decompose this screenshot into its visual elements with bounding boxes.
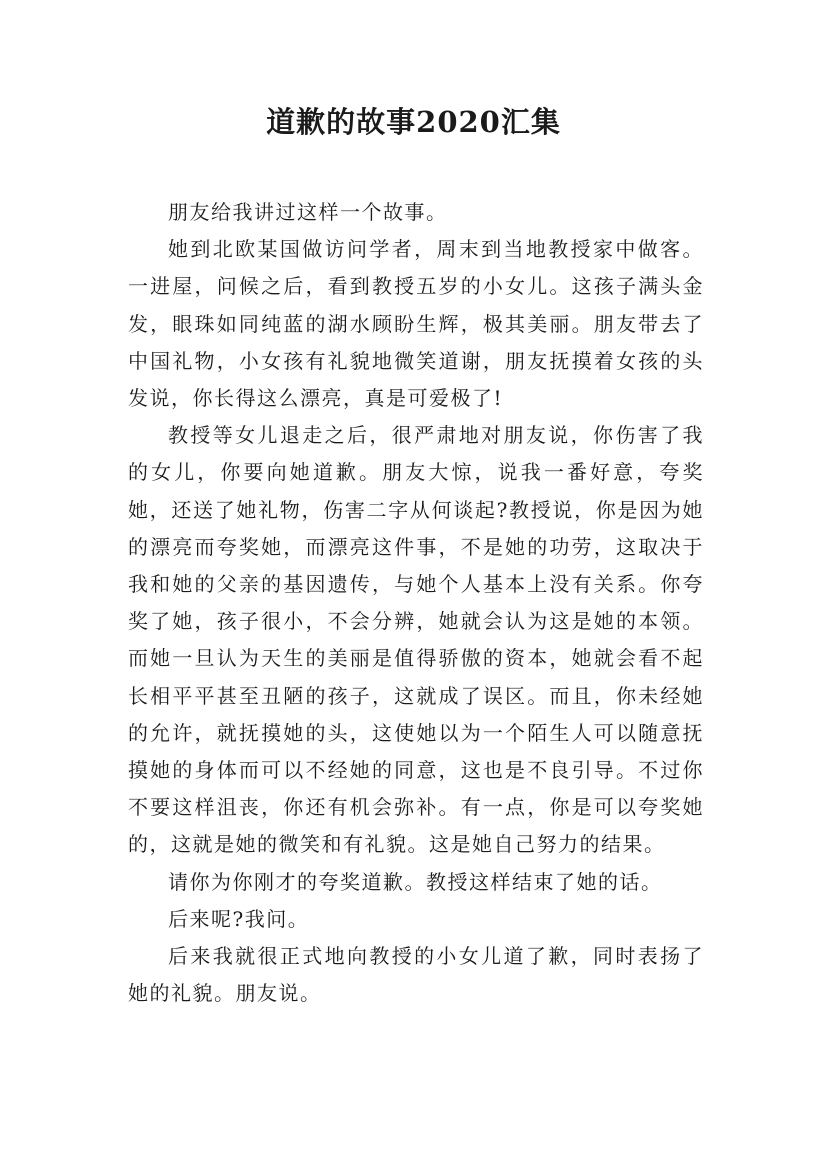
document-body	[128, 194, 704, 1012]
paragraph: 后来呢?我问。	[168, 906, 310, 931]
paragraph: 朋友给我讲过这样一个故事。	[168, 200, 448, 224]
paragraph: 她到北欧某国做访问学者，周末到当地教授家中做客。一进屋，问候之后，看到教授五岁的小女儿。这孩子满头金发，眼珠如同纯蓝的湖水顾盼生辉，极其美丽。朋友带去了中国礼物，小女孩有礼貌地微笑道谢，朋友抚摸着女孩的头发说，你长得这么漂亮，真是可爱极了!	[128, 237, 704, 411]
document-title: 道歉的故事2020汇集	[266, 105, 561, 139]
paragraph: 请你为你刚才的夸奖道歉。教授这样结束了她的话。	[168, 869, 663, 894]
paragraph: 教授等女儿退走之后，很严肃地对朋友说，你伤害了我的女儿，你要向她道歉。朋友大惊，说我一番好意，夸奖她，还送了她礼物，伤害二字从何谈起?教授说，你是因为她的漂亮而夸奖她，而漂亮这件事，不是她的功劳，这取决于我和她的父亲的基因遗传，与她个人基本上没有关系。你夸奖了她，孩子很小，不会分辨，她就会认为这是她的本领。而她一旦认为天生的美丽是值得骄傲的资本，她就会看不起长相平平甚至丑陋的孩子，这就成了误区。而且，你未经她的允许，就抚摸她的头，这使她以为一个陌生人可以随意抚摸她的身体而可以不经她的同意，这也是不良引导。不过你不要这样沮丧，你还有机会弥补。有一点，你是可以夸奖她的，这就是她的微笑和有礼貌。这是她自己努力的结果。	[128, 423, 704, 857]
paragraph: 后来我就很正式地向教授的小女儿道了歉，同时表扬了她的礼貌。朋友说。	[128, 944, 704, 1006]
